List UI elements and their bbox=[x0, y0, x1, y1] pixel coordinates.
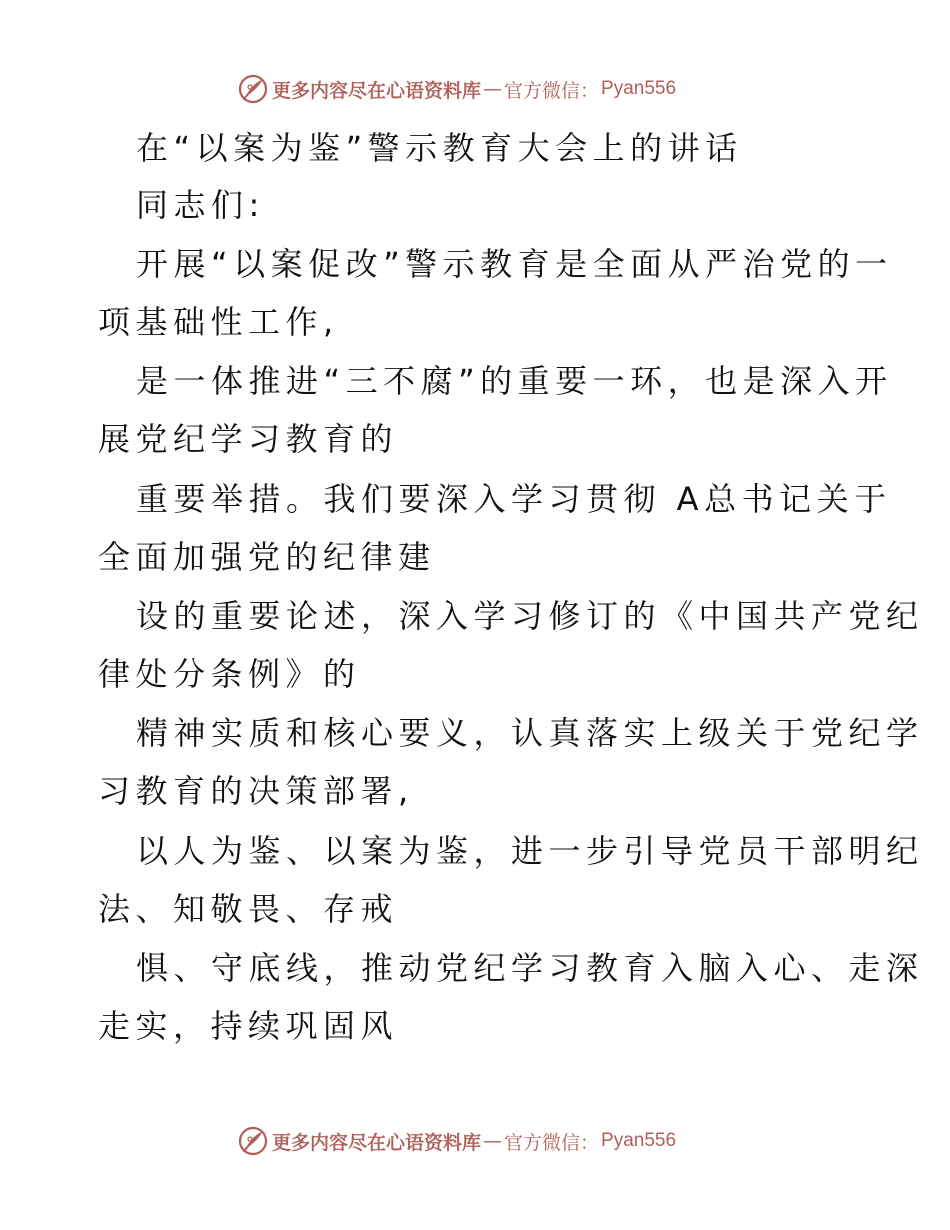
quill-seal-icon bbox=[238, 74, 268, 104]
paragraph-line: 法、知敬畏、存戒 bbox=[98, 890, 399, 928]
paragraph-line: 开展“以案促改”警示教育是全面从严治党的一 bbox=[136, 245, 893, 283]
paragraph-line: 项基础性工作, bbox=[98, 303, 339, 341]
paragraph-line: 展党纪学习教育的 bbox=[98, 420, 399, 458]
watermark-slogan: 更多内容尽在心语资料库 bbox=[272, 79, 482, 102]
paragraph-line: 精神实质和核心要义，认真落实上级关于党纪学 bbox=[136, 714, 924, 752]
watermark-wechat-label: 官方微信： bbox=[504, 79, 600, 102]
paragraph-line: 是一体推进“三不腐”的重要一环，也是深入开 bbox=[136, 362, 893, 400]
paragraph-line: 以人为鉴、以案为鉴，进一步引导党员干部明纪 bbox=[136, 832, 924, 870]
watermark-dash: — bbox=[483, 1130, 503, 1152]
paragraph-line: 全面加强党的纪律建 bbox=[98, 538, 436, 576]
document-title: 在“以案为鉴”警示教育大会上的讲话 bbox=[136, 129, 743, 167]
paragraph-line: 惧、守底线，推动党纪学习教育入脑入心、走深 bbox=[136, 949, 924, 987]
paragraph-line: 走实，持续巩固风 bbox=[98, 1007, 399, 1045]
watermark-wechat-id: Pyan556 bbox=[601, 78, 677, 99]
watermark-slogan: 更多内容尽在心语资料库 bbox=[272, 1131, 482, 1154]
footer-watermark bbox=[238, 1124, 676, 1158]
watermark-dash: — bbox=[483, 78, 503, 100]
watermark-wechat-label: 官方微信： bbox=[504, 1131, 600, 1154]
paragraph-line: 重要举措。我们要深入学习贯彻 A总书记关于 bbox=[136, 480, 892, 518]
quill-seal-icon bbox=[238, 1126, 268, 1156]
paragraph-line: 设的重要论述，深入学习修订的《中国共产党纪 bbox=[136, 597, 924, 635]
greeting-line: 同志们: bbox=[136, 186, 265, 224]
watermark-wechat-id: Pyan556 bbox=[601, 1130, 677, 1151]
paragraph-line: 习教育的决策部署, bbox=[98, 772, 414, 810]
header-watermark bbox=[238, 72, 676, 106]
paragraph-line: 律处分条例》的 bbox=[98, 655, 361, 693]
